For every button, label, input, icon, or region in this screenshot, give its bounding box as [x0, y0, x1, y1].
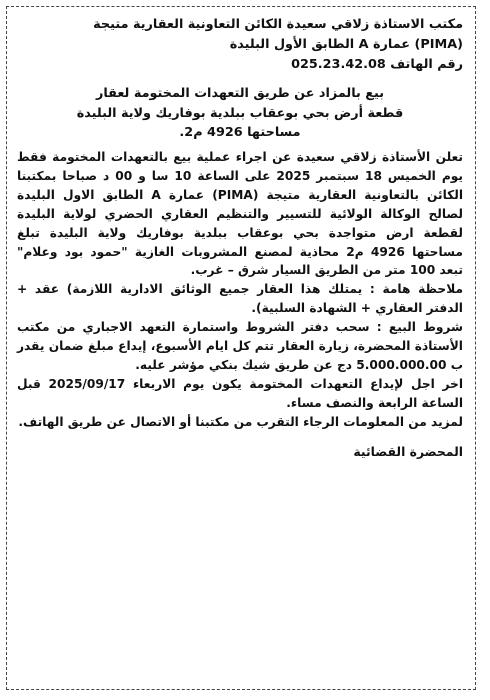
title-line3: مساحتها 4926 م2. — [179, 124, 301, 140]
notice-body — [17, 148, 463, 432]
sale-conditions: شروط البيع : سحب دفتر الشروط واستمارة التعهد الاجباري من مكتب الأستاذة المحضرة، زيارة العقار تتم كل ايام الأسبوع، إيداع مبلغ ضمان يقدر ب 5.000.000.00 دج عن طريق شيك بنكي مؤشر عليه. — [17, 320, 463, 373]
title-line2: قطعة أرض بحي بوعقاب ببلدية بوفاريك ولاية البليدة — [76, 105, 404, 121]
bailiff-signature: المحضرة القضائية — [353, 443, 463, 459]
office-address-line1: مكتب الاستاذة زلاقي سعيدة الكائن التعاونية العقارية متيجة — [93, 17, 463, 32]
office-address-line2: (PIMA) عمارة A الطابق الأول البليدة — [229, 36, 463, 52]
announcement-paragraph: تعلن الأستاذة زلاقي سعيدة عن اجراء عملية بيع بالتعهدات المختومة فقط يوم الخميس 18 سبتمبر 2025 على الساعة 10 سا و 00 د صباحا بمكتبنا الكائن بالتعاونية العقارية متيجة (PIMA) عمارة A الطابق الاول البليدة لصالح الوكالة الولائية للتسيير والتنظيم العقاري الحضري لولاية البليدة لقطعة ارض متواجدة بحي بوعقاب ببلدية بوفاريك ولاية البليدة تبلغ مساحتها 4926 م2 محاذية لمصنع المشروبات الغازية "حمود بود وعلام" تبعد 100 متر من الطريق السيار شرق – غرب. — [17, 150, 463, 278]
office-header — [17, 15, 463, 74]
notice-title — [17, 84, 463, 142]
office-phone: رقم الهاتف 025.23.42.08 — [291, 56, 463, 72]
contact-info: لمزيد من المعلومات الرجاء التقرب من مكتبنا أو الاتصال عن طريق الهاتف. — [18, 414, 463, 429]
important-note: ملاحظة هامة : يمتلك هذا العقار جميع الوثائق الادارية اللازمة) عقد + الدفتر العقاري + الشهادة السلبية). — [17, 282, 463, 316]
submission-deadline: اخر اجل لإيداع التعهدات المختومة يكون يوم الاربعاء 2025/09/17 قبل الساعة الرابعة والنصف مساء. — [17, 376, 463, 410]
title-line1: بيع بالمزاد عن طريق التعهدات المختومة لعقار — [95, 86, 385, 102]
auction-notice — [6, 6, 476, 690]
